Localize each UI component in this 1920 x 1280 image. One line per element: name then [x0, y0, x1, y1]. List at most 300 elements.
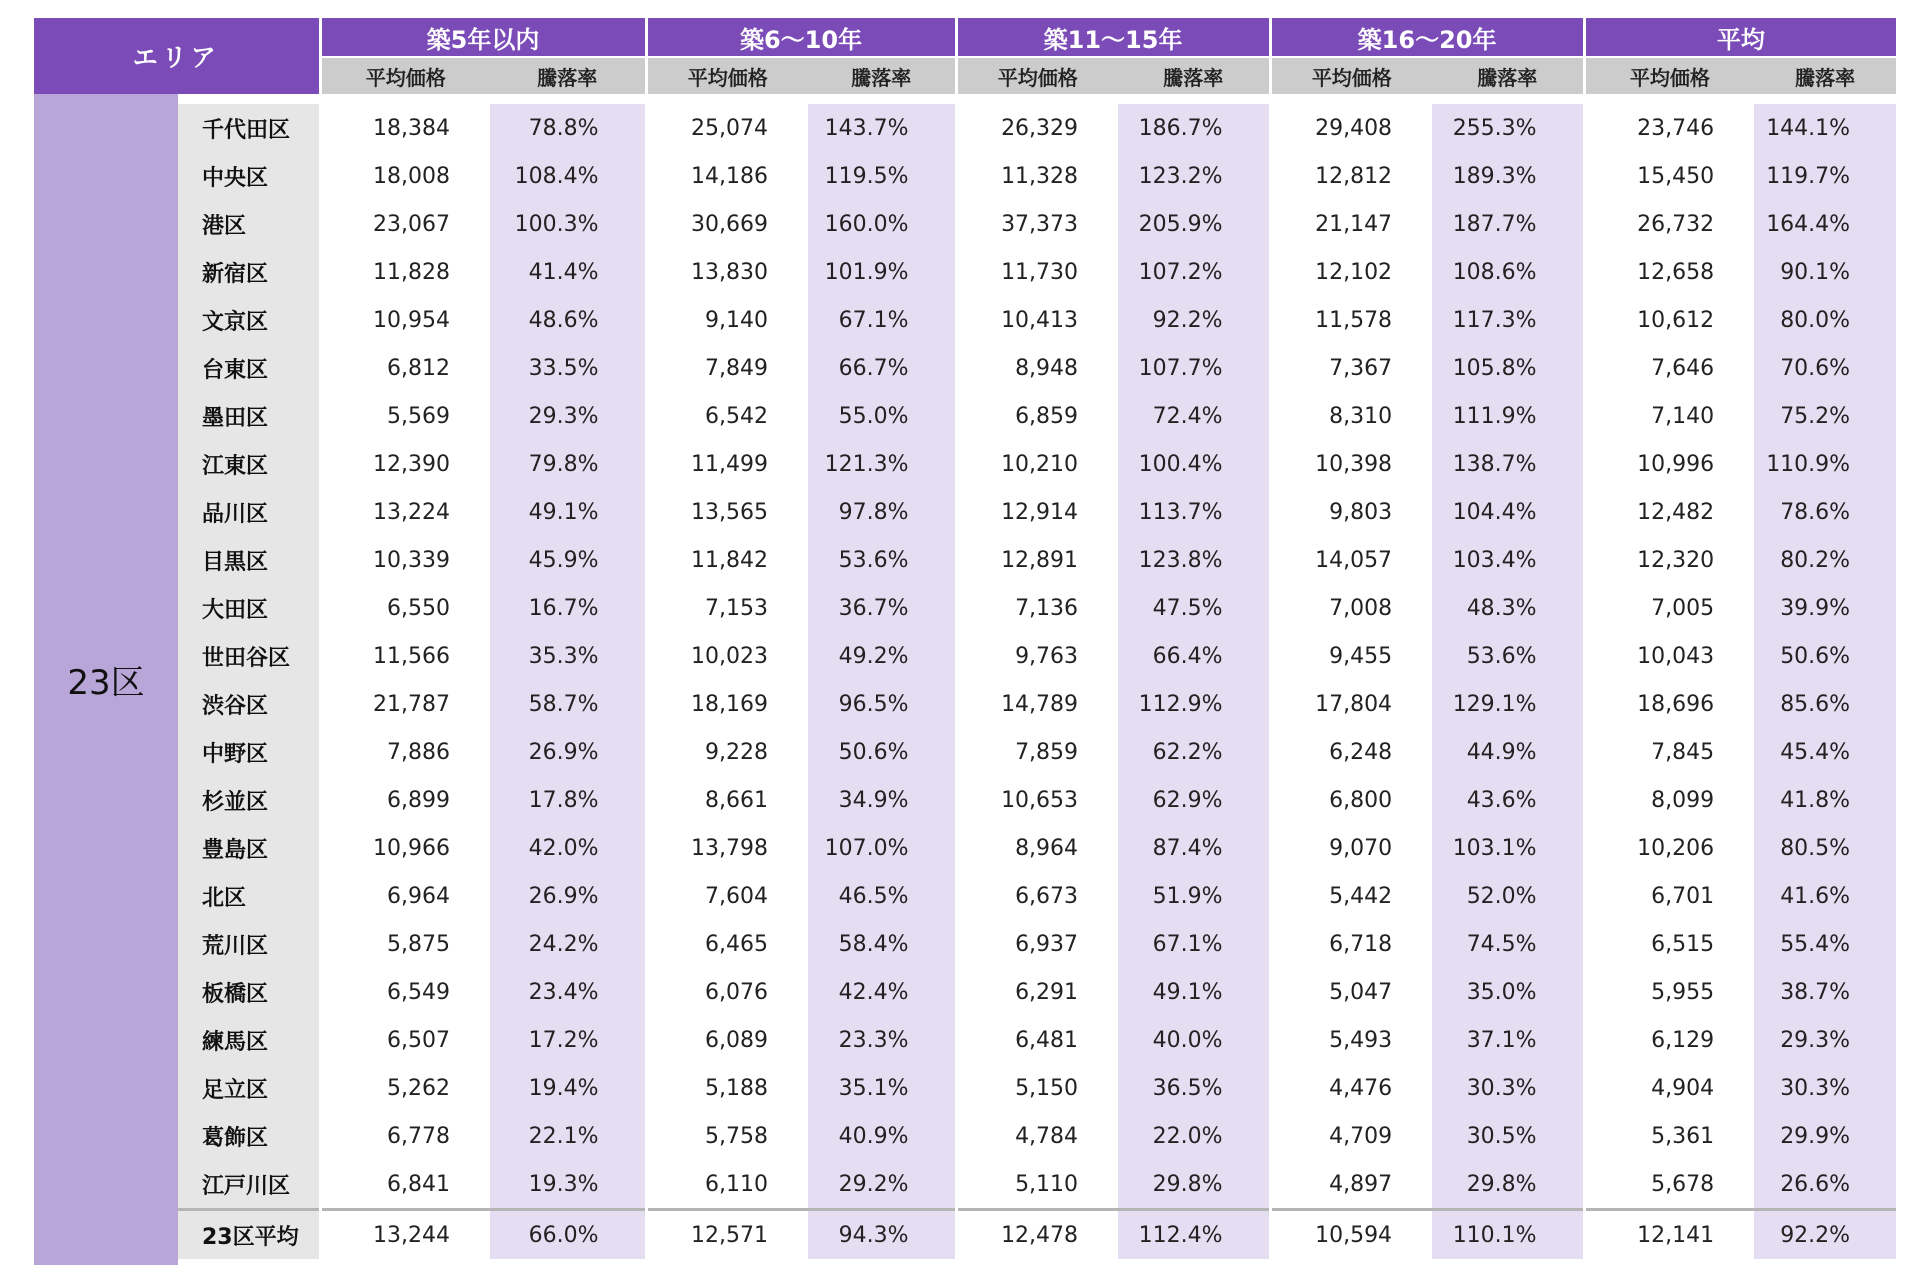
table-row: [34, 200, 1896, 248]
subheader-rate: 騰落率: [808, 57, 956, 94]
rate-cell: 80.5%: [1754, 824, 1896, 872]
price-cell: 10,210: [956, 440, 1118, 488]
price-cell: 9,455: [1270, 632, 1432, 680]
price-cell: 5,493: [1270, 1016, 1432, 1064]
rate-cell: 22.0%: [1118, 1112, 1270, 1160]
rate-cell: 23.4%: [490, 968, 646, 1016]
rate-cell: 101.9%: [808, 248, 956, 296]
rate-cell: 23.3%: [808, 1016, 956, 1064]
group-header: 平均: [1584, 18, 1896, 57]
rate-cell: 78.8%: [490, 104, 646, 152]
rate-cell: 42.4%: [808, 968, 956, 1016]
price-cell: 7,153: [646, 584, 808, 632]
rate-cell: 34.9%: [808, 776, 956, 824]
rate-cell: 70.6%: [1754, 344, 1896, 392]
table-row: [34, 680, 1896, 728]
rate-cell: 40.0%: [1118, 1016, 1270, 1064]
rate-cell: 51.9%: [1118, 872, 1270, 920]
price-cell: 12,812: [1270, 152, 1432, 200]
rate-cell: 107.2%: [1118, 248, 1270, 296]
rate-cell: 30.5%: [1432, 1112, 1584, 1160]
price-cell: 6,812: [320, 344, 490, 392]
price-cell: 5,569: [320, 392, 490, 440]
rate-cell: 17.8%: [490, 776, 646, 824]
price-cell: 12,571: [646, 1210, 808, 1260]
rate-cell: 39.9%: [1754, 584, 1896, 632]
price-cell: 12,141: [1584, 1210, 1754, 1260]
price-cell: 18,696: [1584, 680, 1754, 728]
price-cell: 7,367: [1270, 344, 1432, 392]
ward-name: 中野区: [178, 728, 320, 776]
table-row: [34, 632, 1896, 680]
price-cell: 21,787: [320, 680, 490, 728]
rate-cell: 44.9%: [1432, 728, 1584, 776]
table-row: [34, 584, 1896, 632]
price-cell: 10,594: [1270, 1210, 1432, 1260]
rate-cell: 108.6%: [1432, 248, 1584, 296]
price-cell: 11,566: [320, 632, 490, 680]
price-cell: 6,076: [646, 968, 808, 1016]
price-cell: 6,859: [956, 392, 1118, 440]
rate-cell: 35.3%: [490, 632, 646, 680]
price-cell: 4,784: [956, 1112, 1118, 1160]
table-row: [34, 968, 1896, 1016]
rate-cell: 72.4%: [1118, 392, 1270, 440]
rate-cell: 26.6%: [1754, 1160, 1896, 1210]
ward-name: 目黒区: [178, 536, 320, 584]
price-cell: 37,373: [956, 200, 1118, 248]
rate-cell: 103.4%: [1432, 536, 1584, 584]
price-cell: 5,188: [646, 1064, 808, 1112]
rate-cell: 108.4%: [490, 152, 646, 200]
price-cell: 6,899: [320, 776, 490, 824]
price-cell: 8,310: [1270, 392, 1432, 440]
price-cell: 18,169: [646, 680, 808, 728]
price-cell: 6,841: [320, 1160, 490, 1210]
ward-name: 板橋区: [178, 968, 320, 1016]
price-cell: 13,565: [646, 488, 808, 536]
rate-cell: 35.1%: [808, 1064, 956, 1112]
rate-cell: 46.5%: [808, 872, 956, 920]
ward-name: 千代田区: [178, 104, 320, 152]
rate-cell: 92.2%: [1118, 296, 1270, 344]
rate-cell: 37.1%: [1432, 1016, 1584, 1064]
price-cell: 6,481: [956, 1016, 1118, 1064]
rate-cell: 19.4%: [490, 1064, 646, 1112]
price-cell: 10,206: [1584, 824, 1754, 872]
ward-name: 荒川区: [178, 920, 320, 968]
rate-cell: 49.1%: [1118, 968, 1270, 1016]
rate-cell: 160.0%: [808, 200, 956, 248]
rate-cell: 100.4%: [1118, 440, 1270, 488]
price-cell: 4,904: [1584, 1064, 1754, 1112]
table-row: [34, 1016, 1896, 1064]
price-cell: 6,778: [320, 1112, 490, 1160]
rate-cell: 50.6%: [1754, 632, 1896, 680]
ward-name: 世田谷区: [178, 632, 320, 680]
ward-name: 品川区: [178, 488, 320, 536]
rate-cell: 129.1%: [1432, 680, 1584, 728]
ward-name: 江戸川区: [178, 1160, 320, 1210]
price-cell: 15,450: [1584, 152, 1754, 200]
rate-cell: 121.3%: [808, 440, 956, 488]
price-cell: 5,442: [1270, 872, 1432, 920]
rate-cell: 58.4%: [808, 920, 956, 968]
price-cell: 5,150: [956, 1064, 1118, 1112]
rate-cell: 119.7%: [1754, 152, 1896, 200]
rate-cell: 29.8%: [1118, 1160, 1270, 1210]
rate-cell: 97.8%: [808, 488, 956, 536]
price-cell: 7,005: [1584, 584, 1754, 632]
price-cell: 12,390: [320, 440, 490, 488]
ward-name: 杉並区: [178, 776, 320, 824]
price-cell: 30,669: [646, 200, 808, 248]
rate-cell: 30.3%: [1754, 1064, 1896, 1112]
price-cell: 13,830: [646, 248, 808, 296]
rate-cell: 30.3%: [1432, 1064, 1584, 1112]
rate-cell: 100.3%: [490, 200, 646, 248]
rate-cell: 104.4%: [1432, 488, 1584, 536]
price-cell: 9,070: [1270, 824, 1432, 872]
rate-cell: 205.9%: [1118, 200, 1270, 248]
price-cell: 11,499: [646, 440, 808, 488]
price-cell: 10,653: [956, 776, 1118, 824]
price-cell: 7,845: [1584, 728, 1754, 776]
rate-cell: 112.4%: [1118, 1210, 1270, 1260]
table-row: [34, 1064, 1896, 1112]
price-cell: 12,478: [956, 1210, 1118, 1260]
subheader-price: 平均価格: [1584, 57, 1754, 94]
rate-cell: 164.4%: [1754, 200, 1896, 248]
table-row: [34, 104, 1896, 152]
rate-cell: 42.0%: [490, 824, 646, 872]
price-cell: 11,578: [1270, 296, 1432, 344]
rate-cell: 26.9%: [490, 728, 646, 776]
price-cell: 21,147: [1270, 200, 1432, 248]
price-cell: 6,110: [646, 1160, 808, 1210]
rate-cell: 117.3%: [1432, 296, 1584, 344]
rate-cell: 45.4%: [1754, 728, 1896, 776]
price-table: [34, 18, 1896, 1265]
rate-cell: 111.9%: [1432, 392, 1584, 440]
price-cell: 10,043: [1584, 632, 1754, 680]
ward-name: 23区平均: [178, 1210, 320, 1260]
rate-cell: 123.8%: [1118, 536, 1270, 584]
table-row: [34, 776, 1896, 824]
price-cell: 6,937: [956, 920, 1118, 968]
table-row: [34, 392, 1896, 440]
price-cell: 10,398: [1270, 440, 1432, 488]
ward-name: 墨田区: [178, 392, 320, 440]
rate-cell: 79.8%: [490, 440, 646, 488]
rate-cell: 48.6%: [490, 296, 646, 344]
rate-cell: 36.5%: [1118, 1064, 1270, 1112]
rate-cell: 36.7%: [808, 584, 956, 632]
rate-cell: 29.9%: [1754, 1112, 1896, 1160]
rate-cell: 41.4%: [490, 248, 646, 296]
price-cell: 7,008: [1270, 584, 1432, 632]
ward-name: 練馬区: [178, 1016, 320, 1064]
rate-cell: 53.6%: [1432, 632, 1584, 680]
rate-cell: 112.9%: [1118, 680, 1270, 728]
rate-cell: 35.0%: [1432, 968, 1584, 1016]
group-header: 築16〜20年: [1270, 18, 1584, 57]
table-row: [34, 152, 1896, 200]
rate-cell: 62.9%: [1118, 776, 1270, 824]
price-cell: 6,248: [1270, 728, 1432, 776]
ward-name: 大田区: [178, 584, 320, 632]
rate-cell: 66.4%: [1118, 632, 1270, 680]
price-cell: 9,763: [956, 632, 1118, 680]
rate-cell: 62.2%: [1118, 728, 1270, 776]
price-cell: 12,658: [1584, 248, 1754, 296]
rate-cell: 143.7%: [808, 104, 956, 152]
price-cell: 18,008: [320, 152, 490, 200]
rate-cell: 105.8%: [1432, 344, 1584, 392]
price-cell: 18,384: [320, 104, 490, 152]
ward-name: 台東区: [178, 344, 320, 392]
price-cell: 8,948: [956, 344, 1118, 392]
rate-cell: 24.2%: [490, 920, 646, 968]
table-row: [34, 440, 1896, 488]
rate-cell: 96.5%: [808, 680, 956, 728]
price-cell: 6,718: [1270, 920, 1432, 968]
price-cell: 6,507: [320, 1016, 490, 1064]
rate-cell: 138.7%: [1432, 440, 1584, 488]
rate-cell: 41.8%: [1754, 776, 1896, 824]
rate-cell: 58.7%: [490, 680, 646, 728]
rate-cell: 26.9%: [490, 872, 646, 920]
rate-cell: 110.1%: [1432, 1210, 1584, 1260]
price-cell: 10,996: [1584, 440, 1754, 488]
rate-cell: 55.0%: [808, 392, 956, 440]
rate-cell: 41.6%: [1754, 872, 1896, 920]
price-cell: 11,328: [956, 152, 1118, 200]
bottom-spacer-row: [34, 1259, 1896, 1265]
group-header: 築6〜10年: [646, 18, 956, 57]
rate-cell: 85.6%: [1754, 680, 1896, 728]
price-cell: 6,465: [646, 920, 808, 968]
ward-name: 新宿区: [178, 248, 320, 296]
rate-cell: 45.9%: [490, 536, 646, 584]
rate-cell: 43.6%: [1432, 776, 1584, 824]
rate-cell: 66.0%: [490, 1210, 646, 1260]
table-row: [34, 1160, 1896, 1210]
price-cell: 6,673: [956, 872, 1118, 920]
rate-cell: 29.8%: [1432, 1160, 1584, 1210]
area-band-label: 23区: [34, 94, 178, 1265]
price-cell: 6,964: [320, 872, 490, 920]
price-cell: 6,701: [1584, 872, 1754, 920]
price-cell: 14,186: [646, 152, 808, 200]
price-cell: 8,964: [956, 824, 1118, 872]
group-header: 築5年以内: [320, 18, 646, 57]
price-table-container: [34, 18, 1896, 1265]
rate-cell: 38.7%: [1754, 968, 1896, 1016]
ward-name: 足立区: [178, 1064, 320, 1112]
table-row: [34, 728, 1896, 776]
price-cell: 7,886: [320, 728, 490, 776]
rate-cell: 107.7%: [1118, 344, 1270, 392]
rate-cell: 67.1%: [808, 296, 956, 344]
price-cell: 7,604: [646, 872, 808, 920]
price-cell: 9,228: [646, 728, 808, 776]
area-header: エリア: [34, 18, 320, 94]
rate-cell: 87.4%: [1118, 824, 1270, 872]
price-cell: 9,140: [646, 296, 808, 344]
price-cell: 6,291: [956, 968, 1118, 1016]
table-row: [34, 872, 1896, 920]
rate-cell: 53.6%: [808, 536, 956, 584]
table-row: [34, 296, 1896, 344]
price-cell: 13,224: [320, 488, 490, 536]
table-row: [34, 248, 1896, 296]
price-cell: 7,140: [1584, 392, 1754, 440]
price-cell: 23,746: [1584, 104, 1754, 152]
rate-cell: 19.3%: [490, 1160, 646, 1210]
rate-cell: 17.2%: [490, 1016, 646, 1064]
price-cell: 7,859: [956, 728, 1118, 776]
price-cell: 12,320: [1584, 536, 1754, 584]
table-row: [34, 536, 1896, 584]
price-cell: 6,515: [1584, 920, 1754, 968]
ward-name: 葛飾区: [178, 1112, 320, 1160]
subheader-rate: 騰落率: [1432, 57, 1584, 94]
price-cell: 11,842: [646, 536, 808, 584]
price-cell: 4,709: [1270, 1112, 1432, 1160]
rate-cell: 187.7%: [1432, 200, 1584, 248]
rate-cell: 123.2%: [1118, 152, 1270, 200]
price-cell: 6,089: [646, 1016, 808, 1064]
subheader-price: 平均価格: [320, 57, 490, 94]
rate-cell: 103.1%: [1432, 824, 1584, 872]
rate-cell: 55.4%: [1754, 920, 1896, 968]
price-cell: 5,110: [956, 1160, 1118, 1210]
subheader-rate: 騰落率: [1754, 57, 1896, 94]
price-cell: 5,758: [646, 1112, 808, 1160]
rate-cell: 189.3%: [1432, 152, 1584, 200]
rate-cell: 90.1%: [1754, 248, 1896, 296]
price-cell: 17,804: [1270, 680, 1432, 728]
price-cell: 10,954: [320, 296, 490, 344]
ward-name: 渋谷区: [178, 680, 320, 728]
price-cell: 10,413: [956, 296, 1118, 344]
ward-name: 江東区: [178, 440, 320, 488]
ward-name: 豊島区: [178, 824, 320, 872]
ward-name: 文京区: [178, 296, 320, 344]
rate-cell: 16.7%: [490, 584, 646, 632]
price-cell: 6,549: [320, 968, 490, 1016]
price-cell: 29,408: [1270, 104, 1432, 152]
price-cell: 8,661: [646, 776, 808, 824]
rate-cell: 113.7%: [1118, 488, 1270, 536]
subheader-price: 平均価格: [1270, 57, 1432, 94]
price-cell: 14,789: [956, 680, 1118, 728]
price-cell: 12,482: [1584, 488, 1754, 536]
subheader-rate: 騰落率: [1118, 57, 1270, 94]
rate-cell: 110.9%: [1754, 440, 1896, 488]
rate-cell: 29.2%: [808, 1160, 956, 1210]
price-cell: 10,339: [320, 536, 490, 584]
price-cell: 5,361: [1584, 1112, 1754, 1160]
price-cell: 7,646: [1584, 344, 1754, 392]
rate-cell: 48.3%: [1432, 584, 1584, 632]
price-cell: 9,803: [1270, 488, 1432, 536]
price-cell: 5,262: [320, 1064, 490, 1112]
price-cell: 13,244: [320, 1210, 490, 1260]
price-cell: 12,102: [1270, 248, 1432, 296]
rate-cell: 92.2%: [1754, 1210, 1896, 1260]
rate-cell: 78.6%: [1754, 488, 1896, 536]
ward-name: 北区: [178, 872, 320, 920]
price-cell: 10,966: [320, 824, 490, 872]
price-cell: 10,612: [1584, 296, 1754, 344]
price-cell: 13,798: [646, 824, 808, 872]
rate-cell: 186.7%: [1118, 104, 1270, 152]
price-cell: 26,732: [1584, 200, 1754, 248]
rate-cell: 22.1%: [490, 1112, 646, 1160]
rate-cell: 80.2%: [1754, 536, 1896, 584]
subheader-rate: 騰落率: [490, 57, 646, 94]
rate-cell: 119.5%: [808, 152, 956, 200]
table-row: [34, 1112, 1896, 1160]
table-body: [34, 94, 1896, 1265]
price-cell: 4,476: [1270, 1064, 1432, 1112]
header-group-row: [34, 18, 1896, 57]
rate-cell: 47.5%: [1118, 584, 1270, 632]
rate-cell: 29.3%: [490, 392, 646, 440]
subheader-price: 平均価格: [646, 57, 808, 94]
rate-cell: 75.2%: [1754, 392, 1896, 440]
ward-name: 中央区: [178, 152, 320, 200]
price-cell: 7,849: [646, 344, 808, 392]
price-cell: 14,057: [1270, 536, 1432, 584]
rate-cell: 255.3%: [1432, 104, 1584, 152]
price-cell: 6,550: [320, 584, 490, 632]
group-header: 築11〜15年: [956, 18, 1270, 57]
price-cell: 6,800: [1270, 776, 1432, 824]
price-cell: 12,891: [956, 536, 1118, 584]
rate-cell: 66.7%: [808, 344, 956, 392]
price-cell: 6,129: [1584, 1016, 1754, 1064]
rate-cell: 94.3%: [808, 1210, 956, 1260]
price-cell: 10,023: [646, 632, 808, 680]
price-cell: 5,047: [1270, 968, 1432, 1016]
price-cell: 5,955: [1584, 968, 1754, 1016]
rate-cell: 33.5%: [490, 344, 646, 392]
table-row: [34, 344, 1896, 392]
price-cell: 11,828: [320, 248, 490, 296]
rate-cell: 67.1%: [1118, 920, 1270, 968]
rate-cell: 74.5%: [1432, 920, 1584, 968]
rate-cell: 144.1%: [1754, 104, 1896, 152]
rate-cell: 49.1%: [490, 488, 646, 536]
rate-cell: 29.3%: [1754, 1016, 1896, 1064]
price-cell: 4,897: [1270, 1160, 1432, 1210]
spacer-row: [34, 94, 1896, 104]
price-cell: 5,875: [320, 920, 490, 968]
price-cell: 11,730: [956, 248, 1118, 296]
price-cell: 26,329: [956, 104, 1118, 152]
rate-cell: 50.6%: [808, 728, 956, 776]
subheader-price: 平均価格: [956, 57, 1118, 94]
price-cell: 5,678: [1584, 1160, 1754, 1210]
price-cell: 12,914: [956, 488, 1118, 536]
price-cell: 6,542: [646, 392, 808, 440]
rate-cell: 49.2%: [808, 632, 956, 680]
table-row: [34, 488, 1896, 536]
price-cell: 25,074: [646, 104, 808, 152]
